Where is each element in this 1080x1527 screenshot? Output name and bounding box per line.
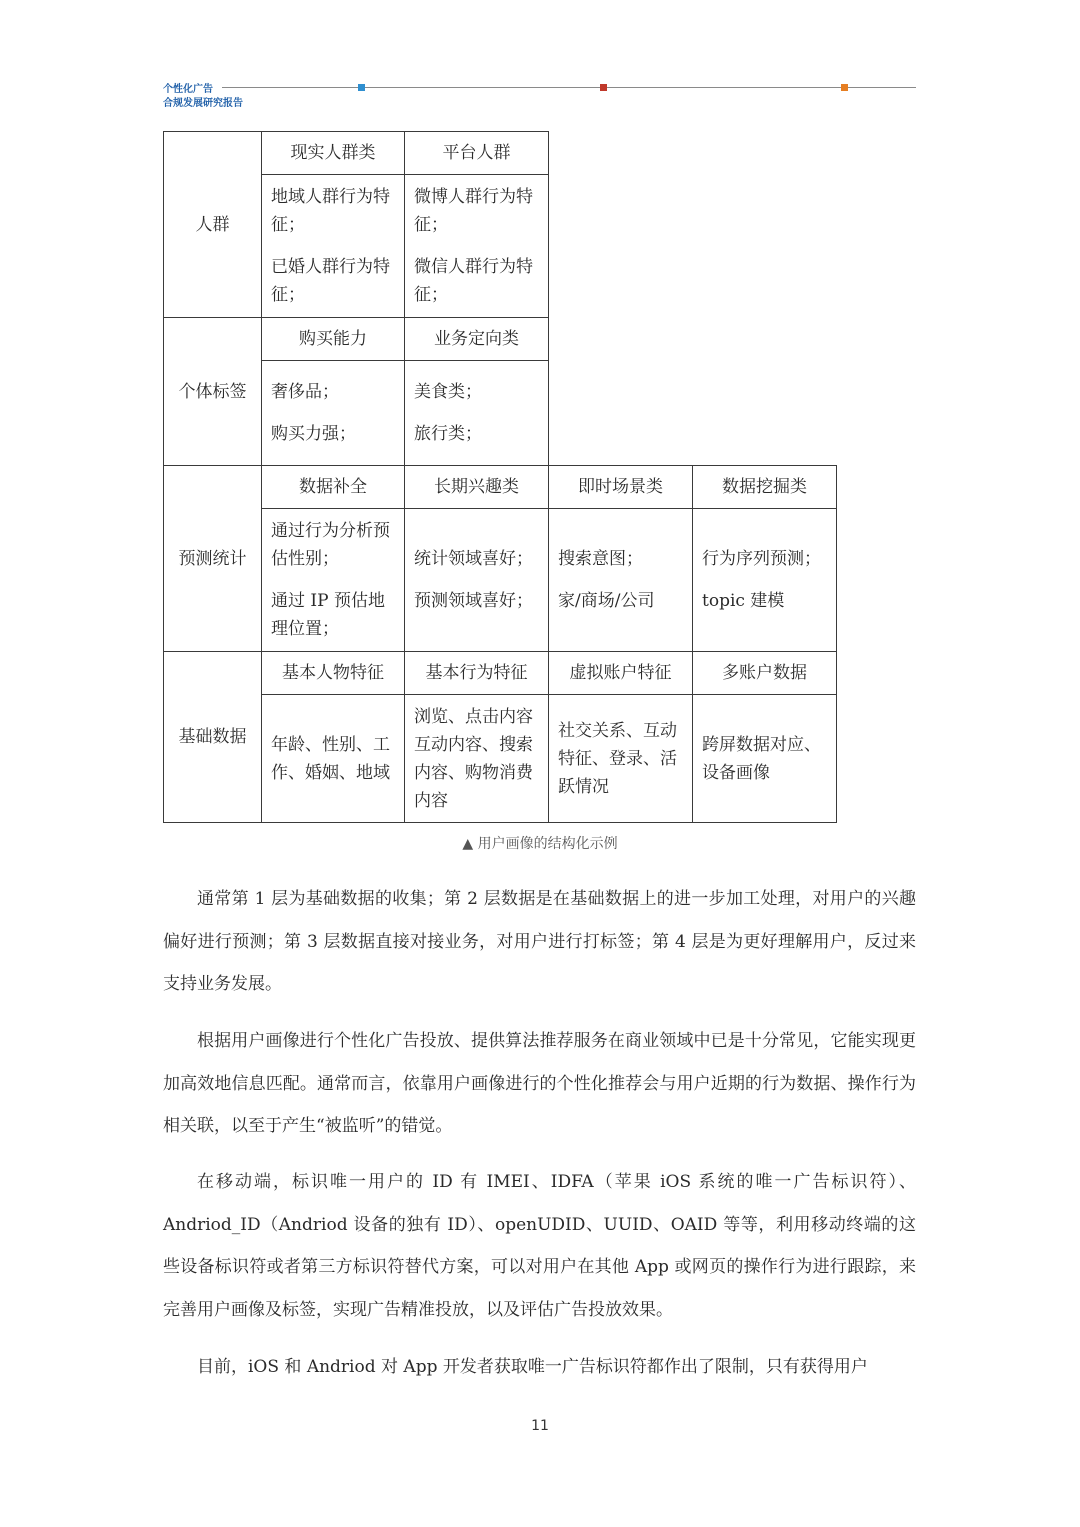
data-cell [405, 695, 549, 823]
data-cell [262, 361, 405, 466]
category-cell: 个体标签 [164, 318, 262, 466]
header-cell: 现实人群类 [262, 132, 405, 175]
header-cell: 业务定向类 [405, 318, 549, 361]
header-marker-orange [841, 84, 848, 91]
data-cell [549, 695, 693, 823]
body-paragraph: 在移动端，标识唯一用户的 ID 有 IMEI、IDFA（苹果 iOS 系统的唯一广告标识符）、Andriod_ID（Andriod 设备的独有 ID）、openUDID、UUID、OAID 等等，利用移动终端的这些设备标识符或者第三方标识符替代方案，可以对用户在其他 App 或网页的操作行为进行跟踪，来完善用户画像及标签，实现广告精准投放，以及评估广告投放效果。 [163, 1172, 916, 1320]
cell-text: 通过 IP 预估地理位置； [271, 591, 385, 639]
header-cell: 平台人群 [405, 132, 549, 175]
cell-text: 微信人群行为特征； [414, 257, 533, 305]
cell-text: 美食类； [414, 382, 482, 402]
cell-text: 已婚人群行为特征； [271, 257, 390, 305]
report-title-line1: 个性化广告 [163, 84, 213, 95]
body-paragraph: 根据用户画像进行个性化广告投放、提供算法推荐服务在商业领域中已是十分常见，它能实现更加高效地信息匹配。通常而言，依靠用户画像进行的个性化推荐会与用户近期的行为数据、操作行为相关联，以至于产生“被监听”的错觉。 [163, 1031, 916, 1136]
data-cell [405, 509, 549, 652]
page-header [0, 0, 1080, 120]
cell-text: 浏览、点击内容互动内容、搜索内容、购物消费内容 [414, 706, 533, 811]
cell-text: 行为序列预测； [702, 549, 821, 569]
header-rule [222, 87, 916, 88]
header-cell: 虚拟账户特征 [549, 652, 693, 695]
page-number: 11 [531, 1418, 549, 1434]
body-paragraph: 目前，iOS 和 Andriod 对 App 开发者获取唯一广告标识符都作出了限制，只有获得用户 [197, 1357, 868, 1377]
data-cell [262, 695, 405, 823]
data-cell [405, 361, 549, 466]
cell-text: 地域人群行为特征； [271, 187, 390, 235]
cell-text: 购买力强； [271, 424, 356, 444]
category-cell: 预测统计 [164, 466, 262, 652]
cell-text: topic 建模 [702, 591, 785, 611]
header-cell: 购买能力 [262, 318, 405, 361]
cell-text: 年龄、性别、工作、婚姻、地域 [271, 734, 390, 783]
cell-text: 统计领域喜好； [414, 549, 533, 569]
cell-text: 通过行为分析预估性别； [271, 521, 390, 569]
data-cell [405, 175, 549, 318]
cell-text: 搜索意图； [558, 549, 643, 569]
cell-text: 社交关系、互动特征、登录、活跃情况 [558, 720, 677, 797]
category-cell: 人群 [164, 132, 262, 318]
header-cell: 基本行为特征 [405, 652, 549, 695]
cell-text: 预测领域喜好； [414, 591, 533, 611]
header-cell: 数据挖掘类 [693, 466, 837, 509]
header-cell: 长期兴趣类 [405, 466, 549, 509]
cell-text: 跨屏数据对应、设备画像 [702, 734, 821, 783]
header-marker-blue [358, 84, 365, 91]
data-cell [693, 695, 837, 823]
report-title-line2: 合规发展研究报告 [163, 98, 243, 109]
header-cell: 数据补全 [262, 466, 405, 509]
header-cell: 即时场景类 [549, 466, 693, 509]
header-marker-red [600, 84, 607, 91]
data-cell [262, 175, 405, 318]
header-cell: 多账户数据 [693, 652, 837, 695]
data-cell [262, 509, 405, 652]
user-profile-table [163, 131, 837, 823]
cell-text: 微博人群行为特征； [414, 187, 533, 235]
data-cell [693, 509, 837, 652]
cell-text: 奢侈品； [271, 382, 339, 402]
cell-text: 家/商场/公司 [558, 591, 655, 611]
table-caption: ▲ 用户画像的结构化示例 [462, 836, 618, 852]
category-cell: 基础数据 [164, 652, 262, 823]
header-cell: 基本人物特征 [262, 652, 405, 695]
cell-text: 旅行类； [414, 424, 482, 444]
body-paragraph: 通常第 1 层为基础数据的收集；第 2 层数据是在基础数据上的进一步加工处理，对用户的兴趣偏好进行预测；第 3 层数据直接对接业务，对用户进行打标签；第 4 层是为更好理解用户，反过来支持业务发展。 [163, 889, 916, 994]
data-cell [549, 509, 693, 652]
